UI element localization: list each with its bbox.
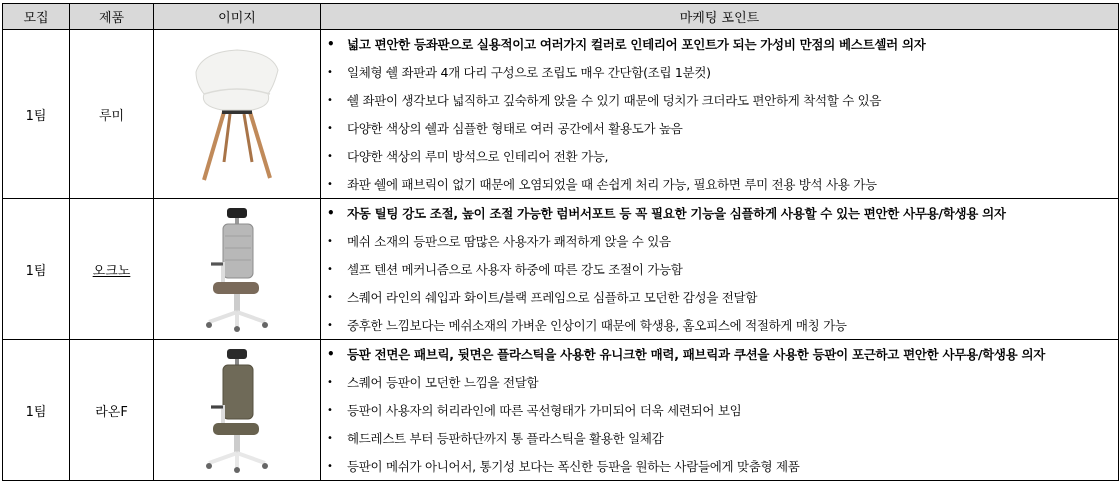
list-item: • 쉘 좌판이 생각보다 넓직하고 깊숙하게 앉을 수 있기 때문에 덩치가 크더라도 편안하게 착석할 수 있음 bbox=[327, 93, 882, 108]
header-image: 이미지 bbox=[154, 4, 321, 30]
list-item: • 등판이 메쉬가 아니어서, 통기성 보다는 폭신한 등판을 원하는 사람들에게 맞춤형 제품 bbox=[327, 459, 800, 474]
point-text: 다양한 색상의 쉘과 심플한 형태로 여러 공간에서 활용도가 높음 bbox=[347, 121, 683, 136]
list-item: • 등판이 사용자의 허리라인에 따른 곡선형태가 가미되어 더욱 세련되어 보임 bbox=[327, 403, 742, 418]
product-cell bbox=[70, 199, 154, 340]
point-text: 메쉬 소재의 등판으로 땀많은 사용자가 쾌적하게 앉을 수 있음 bbox=[347, 234, 671, 249]
table-row bbox=[3, 340, 1119, 481]
point-text: 쉘 좌판이 생각보다 넓직하고 깊숙하게 앉을 수 있기 때문에 덩치가 크더라도 편안하게 착석할 수 있음 bbox=[347, 93, 882, 108]
point-text: 넓고 편안한 등좌판으로 실용적이고 여러가지 컬러로 인테리어 포인트가 되는 가성비 만점의 베스트셀러 의자 bbox=[347, 37, 926, 52]
point-text: 등판 전면은 패브릭, 뒷면은 플라스틱을 사용한 유니크한 매력, 패브릭과 쿠션을 사용한 등판이 포근하고 편안한 사무용/학생용 의자 bbox=[347, 347, 1046, 362]
points-cell bbox=[321, 199, 1119, 340]
list-item: • 좌판 쉘에 패브릭이 없기 때문에 오염되었을 때 손쉽게 처리 가능, 필요하면 루미 전용 방석 사용 가능 bbox=[327, 177, 877, 192]
point-text: 등판이 사용자의 허리라인에 따른 곡선형태가 가미되어 더욱 세련되어 보임 bbox=[347, 403, 742, 418]
point-text: 다양한 색상의 루미 방석으로 인테리어 전환 가능, bbox=[347, 149, 609, 164]
list-item: • 셀프 텐션 메커니즘으로 사용자 하중에 따른 강도 조절이 가능함 bbox=[327, 262, 683, 277]
product-marketing-table bbox=[2, 3, 1119, 481]
image-cell bbox=[154, 30, 321, 199]
image-cell bbox=[154, 340, 321, 481]
point-text: 헤드레스트 부터 등판하단까지 통 플라스틱을 활용한 일체감 bbox=[347, 431, 664, 446]
table-row bbox=[3, 199, 1119, 340]
table-row bbox=[3, 30, 1119, 199]
fabric-office-chair-icon bbox=[197, 347, 277, 473]
image-cell bbox=[154, 199, 321, 340]
point-text: 중후한 느낌보다는 메쉬소재의 가벼운 인상이기 때문에 학생용, 홈오피스에 적절하게 매칭 가능 bbox=[347, 318, 847, 333]
point-text: 셀프 텐션 메커니즘으로 사용자 하중에 따른 강도 조절이 가능함 bbox=[347, 262, 683, 277]
product-name: 오크노 bbox=[92, 263, 131, 279]
points-cell bbox=[321, 30, 1119, 199]
header-row bbox=[3, 4, 1119, 30]
team-cell: 1팀 bbox=[3, 340, 70, 481]
point-text: 등판이 메쉬가 아니어서, 통기성 보다는 폭신한 등판을 원하는 사람들에게 맞춤형 제품 bbox=[347, 459, 800, 474]
list-item: • 자동 틸팅 강도 조절, 높이 조절 가능한 럼버서포트 등 꼭 필요한 기능을 심플하게 사용할 수 있는 편안한 사무용/학생용 의자 bbox=[327, 206, 1006, 221]
point-text: 자동 틸팅 강도 조절, 높이 조절 가능한 럼버서포트 등 꼭 필요한 기능을 심플하게 사용할 수 있는 편안한 사무용/학생용 의자 bbox=[347, 206, 1006, 221]
list-item: • 일체형 쉘 좌판과 4개 다리 구성으로 조립도 매우 간단함(조립 1분컷) bbox=[327, 65, 711, 80]
points-cell bbox=[321, 340, 1119, 481]
point-text: 스퀘어 라인의 쉐입과 화이트/블랙 프레임으로 심플하고 모던한 감성을 전달함 bbox=[347, 290, 758, 305]
list-item: • 스퀘어 등판이 모던한 느낌을 전달함 bbox=[327, 375, 539, 390]
list-item: • 스퀘어 라인의 쉐입과 화이트/블랙 프레임으로 심플하고 모던한 감성을 전달함 bbox=[327, 290, 758, 305]
mesh-office-chair-icon bbox=[197, 206, 277, 332]
list-item: • 메쉬 소재의 등판으로 땀많은 사용자가 쾌적하게 앉을 수 있음 bbox=[327, 234, 671, 249]
product-cell: 라온F bbox=[70, 340, 154, 481]
list-item: • 넓고 편안한 등좌판으로 실용적이고 여러가지 컬러로 인테리어 포인트가 되는 가성비 만점의 베스트셀러 의자 bbox=[327, 37, 926, 52]
point-text: 좌판 쉘에 패브릭이 없기 때문에 오염되었을 때 손쉽게 처리 가능, 필요하면 루미 전용 방석 사용 가능 bbox=[347, 177, 877, 192]
list-item: • 다양한 색상의 루미 방석으로 인테리어 전환 가능, bbox=[327, 149, 609, 164]
list-item: • 다양한 색상의 쉘과 심플한 형태로 여러 공간에서 활용도가 높음 bbox=[327, 121, 683, 136]
header-points: 마케팅 포인트 bbox=[321, 4, 1119, 30]
list-item: • 중후한 느낌보다는 메쉬소재의 가벼운 인상이기 때문에 학생용, 홈오피스에 적절하게 매칭 가능 bbox=[327, 318, 847, 333]
team-cell: 1팀 bbox=[3, 199, 70, 340]
list-item: • 등판 전면은 패브릭, 뒷면은 플라스틱을 사용한 유니크한 매력, 패브릭과 쿠션을 사용한 등판이 포근하고 편안한 사무용/학생용 의자 bbox=[327, 347, 1046, 362]
header-team: 모집 bbox=[3, 4, 70, 30]
white-shell-chair-icon bbox=[182, 44, 292, 184]
list-item: • 헤드레스트 부터 등판하단까지 통 플라스틱을 활용한 일체감 bbox=[327, 431, 664, 446]
point-text: 스퀘어 등판이 모던한 느낌을 전달함 bbox=[347, 375, 539, 390]
product-cell: 루미 bbox=[70, 30, 154, 199]
header-product: 제품 bbox=[70, 4, 154, 30]
team-cell: 1팀 bbox=[3, 30, 70, 199]
point-text: 일체형 쉘 좌판과 4개 다리 구성으로 조립도 매우 간단함(조립 1분컷) bbox=[347, 65, 711, 80]
